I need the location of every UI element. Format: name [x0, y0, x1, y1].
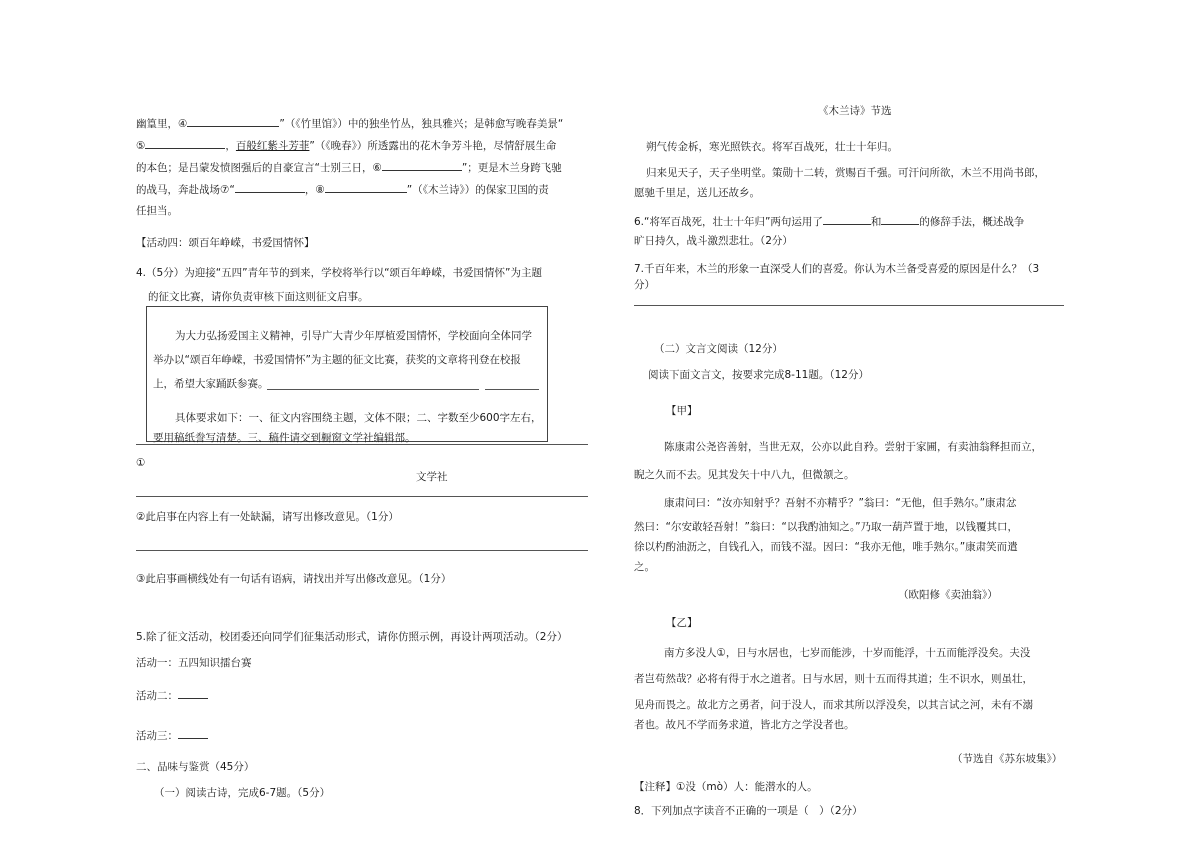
question-4-2: ②此启事在内容上有一处缺漏，请写出修改意见。（1分）: [136, 511, 399, 523]
passage-yi-line-3: 见舟而畏之。故北方之勇者，问于没人，而求其所以浮没矣，以其言试之河，未有不溺: [634, 699, 1033, 711]
question-6-blank-2[interactable]: [881, 214, 919, 225]
subsection-1-heading: （一）阅读古诗，完成6-7题。（5分）: [154, 787, 331, 799]
answer-blank-8[interactable]: [325, 182, 407, 193]
fill-line-4: 的战马，奔赴战场⑦“ ，⑧ ”（《木兰诗》）的保家卫国的责: [136, 184, 549, 196]
question-5: 5.除了征文活动，校团委还向同学们征集活动形式，请你仿照示例，再设计两项活动。（2分）: [136, 631, 568, 643]
notice-underline-a: [267, 389, 479, 390]
passage-yi-line-1: 南方多没人①，日与水居也，七岁而能涉，十岁而能浮，十五而能浮没矣。夫没: [664, 647, 1031, 659]
notice-line-1: 为大力弘扬爱国主义精神，引导广大青少年厚植爱国情怀，学校面向全体同学: [175, 330, 532, 342]
passage-yi-line-4: 者也。故凡不学而务求道，皆北方之学没者也。: [634, 719, 855, 731]
answer-line-4-1b: [136, 496, 588, 497]
notice-line-3: 上，希望大家踊跃参赛。: [153, 378, 269, 390]
activity-3-blank[interactable]: [178, 728, 208, 739]
answer-blank-7[interactable]: [235, 182, 305, 193]
question-4-3: ③此启事画横线处有一句话有语病，请找出并写出修改意见。（1分）: [136, 573, 452, 585]
question-4-1-label: ①: [136, 457, 146, 469]
answer-blank-5[interactable]: [145, 138, 225, 149]
question-7-line-2: 分）: [634, 279, 655, 291]
poem-line-1: 朔气传金柝，寒光照铁衣。将军百战死，壮士十年归。: [646, 141, 898, 153]
annotation-note: 【注释】①没（mò）人：能潜水的人。: [634, 781, 818, 793]
passage-jia-line-1: 陈康肃公尧咨善射，当世无双，公亦以此自矜。尝射于家圃，有卖油翁释担而立，: [664, 441, 1042, 453]
poem-line-2: 归来见天子，天子坐明堂。策勋十二转，赏赐百千强。可汗问所欲，木兰不用尚书郎，: [646, 167, 1045, 179]
poem-line-3: 愿驰千里足，送儿还故乡。: [634, 187, 760, 199]
question-8: 8．下列加点字读音不正确的一项是（ ）（2分）: [634, 805, 863, 817]
passage-jia-line-4: 然曰：“尔安敢轻吾射！”翁曰：“以我酌油知之。”乃取一葫芦置于地，以钱覆其口，: [634, 521, 1019, 533]
passage-yi-line-2: 者岂苟然哉？必将有得于水之道者。日与水居，则十五而得其道；生不识水，则虽壮，: [634, 673, 1033, 685]
passage-jia-label: 【甲】: [666, 405, 698, 417]
fill-line-3: 的本色；是吕蒙发愤图强后的自豪宣言“士别三日，⑥ ”；更是木兰身跨飞驰: [136, 162, 562, 174]
activity-4-heading: 【活动四：颂百年峥嵘，书爱国情怀】: [136, 237, 315, 249]
fill-line-1: 幽篁里，④ ”（《竹里馆》）中的独坐竹丛，独具雅兴；是韩愈写晚春美景“: [136, 118, 564, 130]
notice-signature: 文学社: [416, 471, 448, 483]
answer-blank-4[interactable]: [187, 116, 279, 127]
passage-jia-line-5: 徐以杓酌油沥之，自钱孔入，而钱不湿。因曰：“我亦无他，唯手熟尔。”康肃笑而遣: [634, 541, 1018, 553]
fill-line-2: ⑤ ，百般红紫斗芳菲”（《晚春》）所透露出的花木争芳斗艳，尽情舒展生命: [136, 140, 557, 152]
passage-jia-line-6: 之。: [634, 561, 655, 573]
passage-jia-line-2: 睨之久而不去。见其发矢十中八九，但微颔之。: [634, 469, 855, 481]
poem-title: 《木兰诗》节选: [818, 105, 892, 117]
subsection-2-heading: （二）文言文阅读（12分）: [654, 343, 783, 355]
notice-line-5: 要用稿纸誊写清楚。三、稿件请交到橱窗文学社编辑部。: [153, 432, 416, 444]
answer-line-4-1: [136, 444, 588, 445]
essay-notice-box: [146, 306, 548, 442]
notice-underline-b: [485, 389, 539, 390]
question-7-line-1: 7.千百年来，木兰的形象一直深受人们的喜爱。你认为木兰备受喜爱的原因是什么？（3: [634, 263, 1040, 275]
question-6-blank-1[interactable]: [823, 214, 871, 225]
subsection-2-instruction: 阅读下面文言文，按要求完成8-11题。（12分）: [648, 369, 869, 381]
right-column: [634, 0, 1064, 849]
passage-jia-line-3: 康肃问曰：“汝亦知射乎？吾射不亦精乎？”翁曰：“无他，但手熟尔。”康肃忿: [664, 497, 1017, 509]
question-6-line-1: 6.“将军百战死，壮士十年归”两句运用了 和 的修辞手法，概述战争: [634, 216, 1025, 228]
activity-2-blank[interactable]: [178, 688, 208, 699]
notice-line-4: 具体要求如下：一、征文内容围绕主题，文体不限；二、字数至少600字左右，: [175, 412, 542, 424]
question-6-line-2: 旷日持久，战斗激烈悲壮。（2分）: [634, 235, 793, 247]
activity-1: 活动一：五四知识擂台赛: [136, 657, 252, 669]
activity-2-row: 活动二：: [136, 688, 208, 703]
activity-3-row: 活动三：: [136, 728, 208, 743]
left-column: [136, 0, 588, 849]
answer-blank-6[interactable]: [382, 160, 462, 171]
answer-line-7[interactable]: [634, 305, 1064, 306]
notice-line-2: 举办以“颂百年峥嵘，书爱国情怀”为主题的征文比赛，获奖的文章将刊登在校报: [153, 354, 521, 366]
passage-yi-source: （节选自《苏东坡集》）: [952, 753, 1063, 765]
section-2-heading: 二、品味与鉴赏（45分）: [136, 761, 255, 773]
answer-line-4-2[interactable]: [136, 550, 588, 551]
question-4-line-2: 的征文比赛，请你负责审核下面这则征文启事。: [148, 291, 369, 303]
fill-line-5: 任担当。: [136, 205, 178, 217]
passage-yi-label: 【乙】: [666, 617, 698, 629]
question-4-line-1: 4.（5分）为迎接“五四”青年节的到来，学校将举行以“颂百年峥嵘，书爱国情怀”为主题: [136, 267, 542, 279]
passage-jia-source: （欧阳修《卖油翁》）: [898, 589, 998, 601]
